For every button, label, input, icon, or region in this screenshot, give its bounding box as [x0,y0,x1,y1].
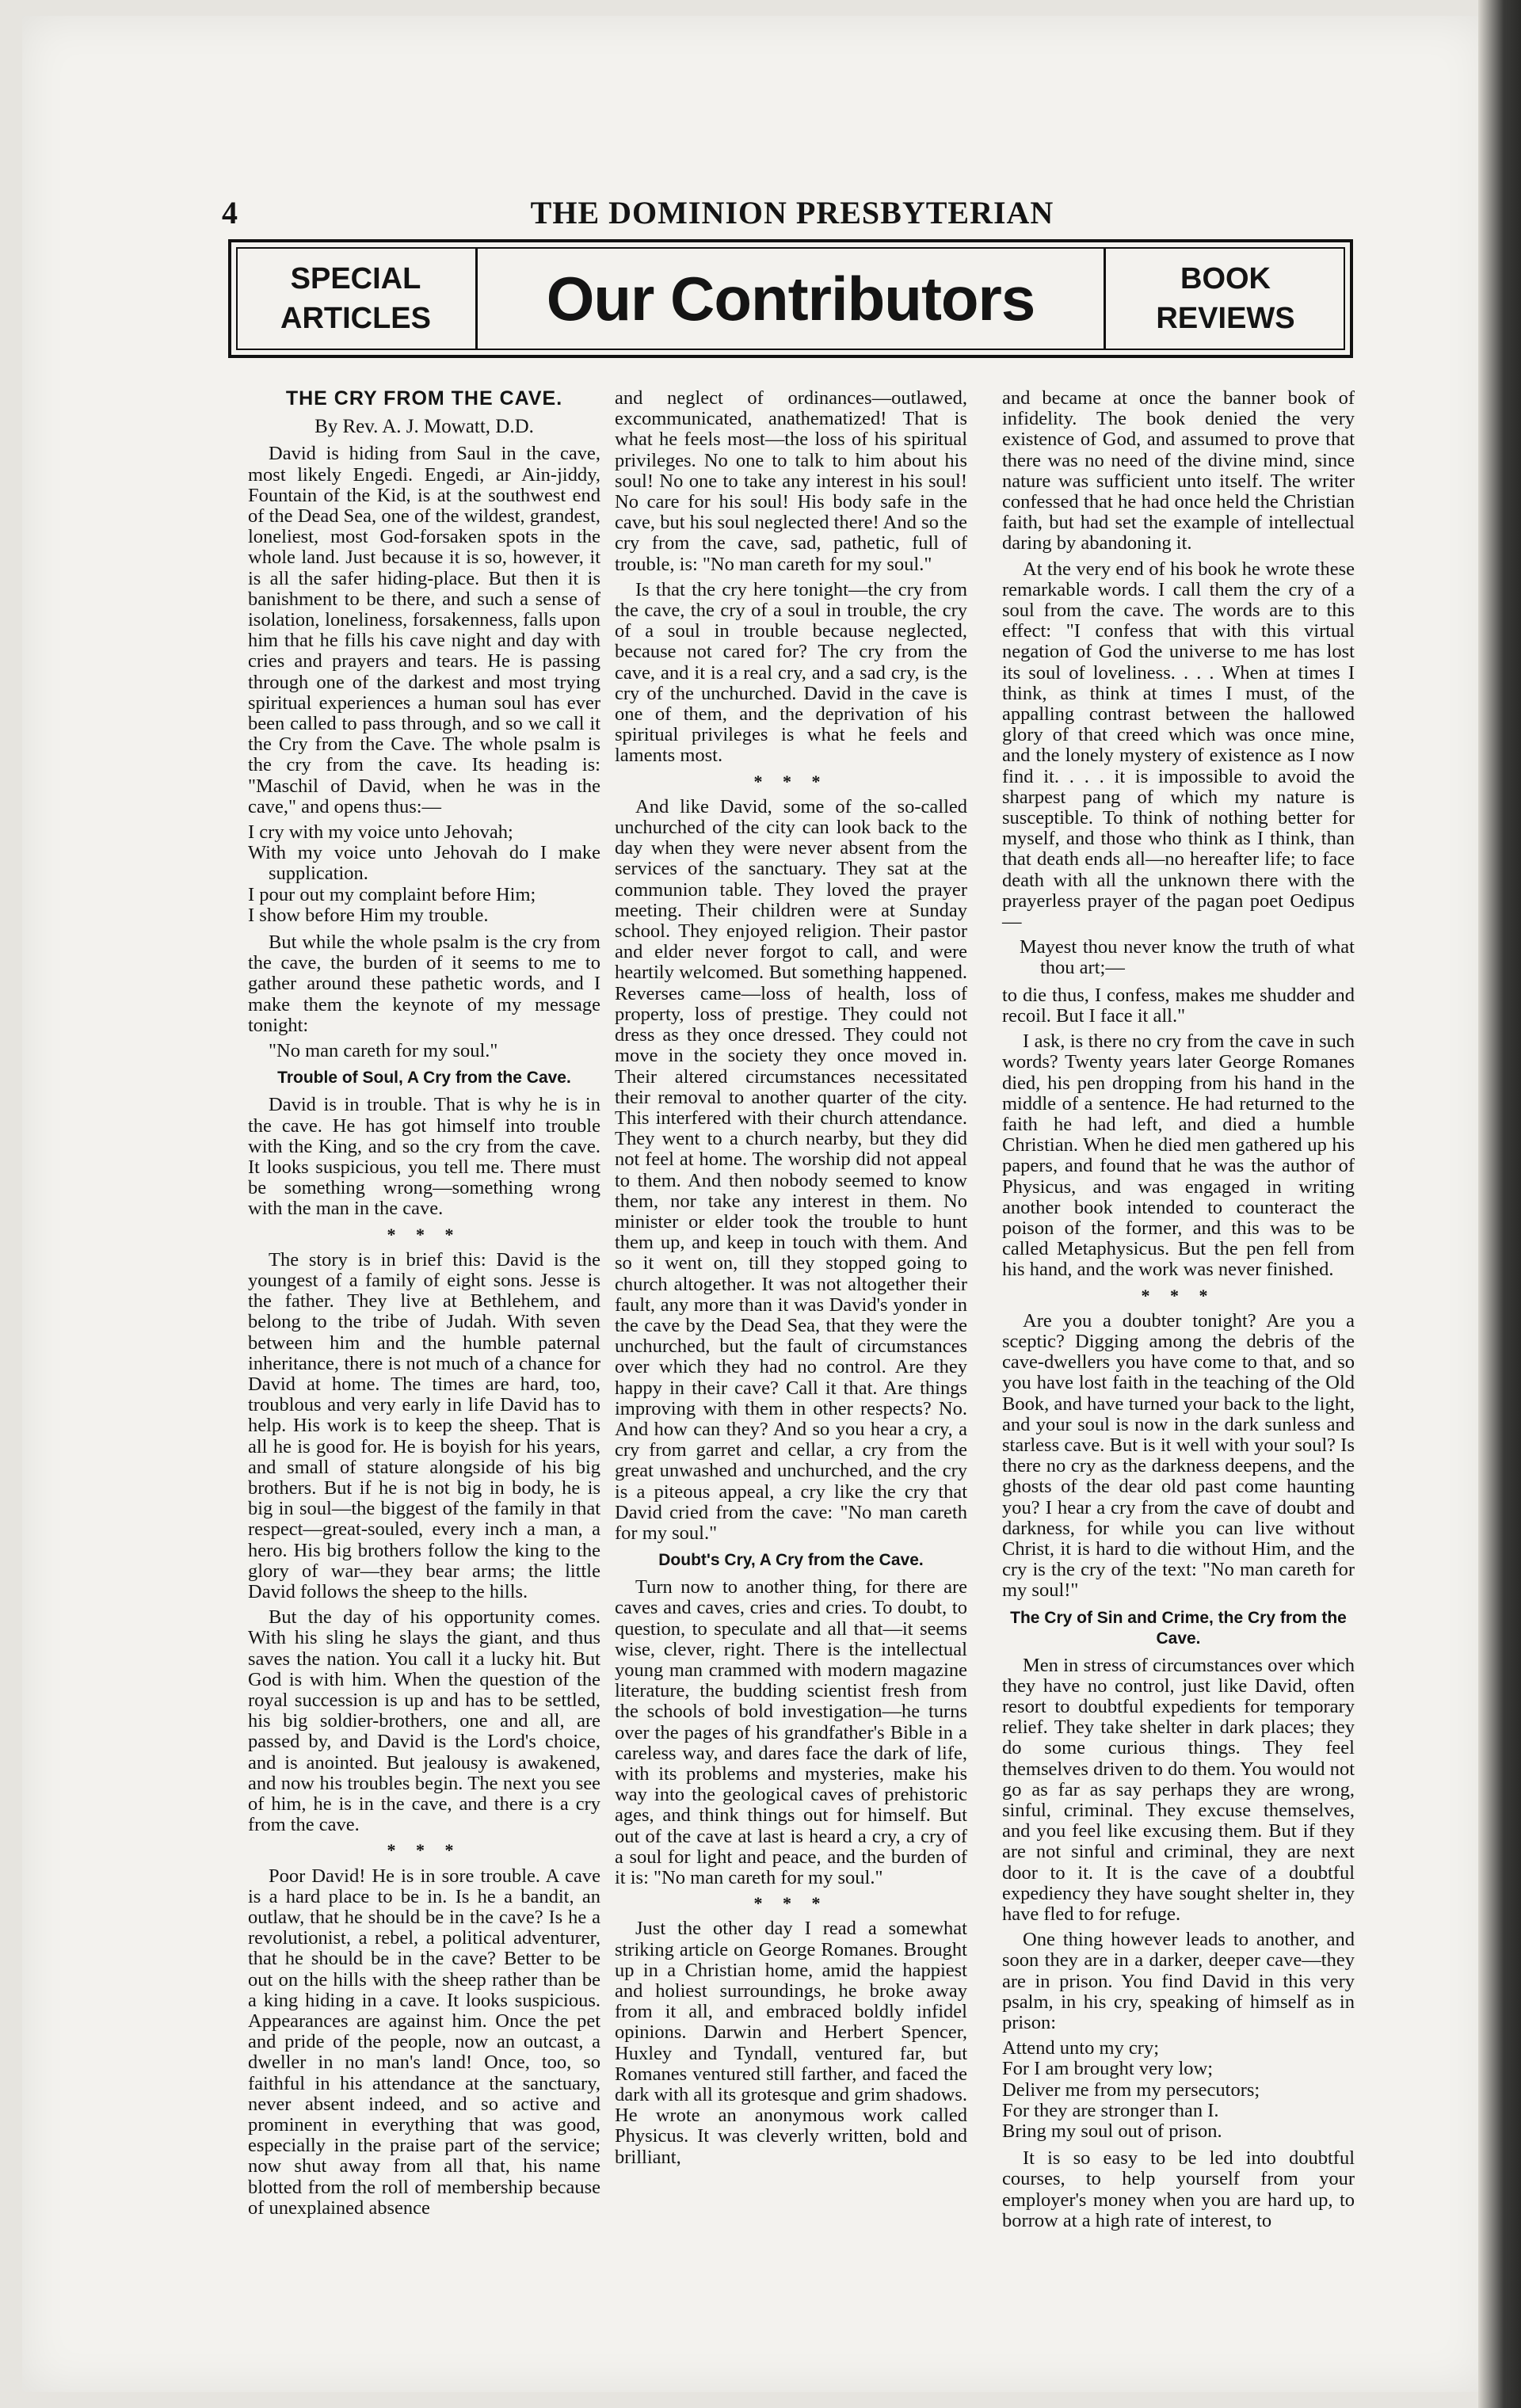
verse-line: With my voice unto Jehovah do I make supplication. [248,842,600,885]
verse-line: For I am brought very low; [1002,2058,1214,2080]
paragraph: And like David, some of the so-called unchurched of the city can look back to the day when they were never absent from the services of the sanctuary. They sat at the communion table. They loved the prayer meeting. Their children were at Sunday school. They enjoyed religion. Their pastor and elder never forgot to call, and were heartily welcomed. But something happened. Reverses came—loss of health, loss of property, loss of prestige. They could not dress as they once dressed. They could not move in the society they once moved in. Their altered circumstances necessitated their removal to another quarter of the city. This interfered with their church attendance. They went to a church nearby, but they did not feel at home. The worship did not appeal to them. And then nobody seemed to know them, nor take any interest in them. No minister or elder took the trouble to hunt them up, and keep in touch with them. And so it went on, till they stopped going to church altogether. It was not altogether their fault, any more than it was David's yonder in the cave by the Dead Sea, that they were the unchurched, but the fault of circumstances over which they had no control. Are they happy in their cave? Call it that. Are things improving with them in other respects? No. And how can they? And so you hear a cry, a cry from garret and cellar, a cry from the great unwashed and unchurched, and the cry is a piteous appeal, a cry like the cry that David cried from the cave: "No man careth for my soul." [615,795,967,1544]
verse-line: Mayest thou never know the truth of what thou art;— [1020,936,1355,979]
special-articles-label [236,247,478,350]
section-divider: * * * [387,1840,462,1861]
article-title: THE CRY FROM THE CAVE. [285,387,563,410]
running-head [222,194,1363,234]
paragraph: and neglect of ordinances—outlawed, excommunicated, anathematized! That is what he feels most—the loss of his spiritual privileges. No one to talk to him about his soul! No one to take any interest in his soul! No care for his soul! His body safe in the cave, but his soul neglected there! And so the cry from the cave, sad, pathetic, full of trouble, is: "No man careth for my soul." [615,387,967,575]
article-column-2 [615,388,967,2173]
paragraph: David is in trouble. That is why he is in the cave. He has got himself into trouble with the King, and so the cry from the cave. It looks suspicious, you tell me. There must be something wrong—something wrong with the man in the cave. [248,1094,600,1220]
paragraph: I ask, is there no cry from the cave in such words? Twenty years later George Romanes died, his pen dropping from his hand in the middle of a sentence. He had returned to the faith he had left, and died a humble Christian. When he died men gathered up his papers, and found that he was the author of Physicus, and was engaged in writing another book intended to counteract the poison of the former, and this was to be called Metaphysicus. But the pen fell from his hand, and the work was never finished. [1002,1031,1355,1281]
reviews-label: REVIEWS [1156,302,1295,335]
special-label: SPECIAL [290,262,421,295]
verse-line: For they are stronger than I. [1002,2099,1219,2121]
scan-edge [1478,0,1521,2408]
verse-line: Bring my soul out of prison. [1002,2120,1222,2143]
subheading: Trouble of Soul, A Cry from the Cave. [277,1069,571,1088]
paragraph: David is hiding from Saul in the cave, most likely Engedi. Engedi, ar Ain-jiddy, Fountain of the Kid, is at the southwest end of the Dead Sea, one of the wildest, grandest, loneliest, most God-forsaken spots in the whole land. Just because it is so, however, it is all the safer hiding-place. But then it is banishment to be there, and such a sense of isolation, loneliness, forsakenness, falls upon him that he fills his cave night and day with cries and prayers and tears. He is passing through one of the darkest and most trying spiritual experiences a human soul has ever been called to pass through, and so we call it the Cry from the Cave. The whole psalm is the cry from the cave. Its heading is: "Maschil of David, when he was in the cave," and opens thus:— [248,443,600,817]
subheading: The Cry of Sin and Crime, the Cry from the Cave. [1010,1608,1347,1648]
section-title: Our Contributors [546,263,1035,333]
section-divider: * * * [1141,1285,1216,1305]
paragraph: But the day of his opportunity comes. With his sling he slays the giant, and thus saves the nation. You call it a lucky hit. But God is with him. When the question of the royal succession is up and has to be settled, his big soldier-brothers, one and all, are passed by, and David is the Lord's choice, and is anointed. But jealousy is awakened, and now his troubles begin. The next you see of him, he is in the cave, and there is a cry from the cave. [248,1606,600,1836]
paragraph: to die thus, I confess, makes me shudder and recoil. But I face it all." [1002,984,1355,1027]
articles-label: ARTICLES [280,302,431,335]
paragraph: It is so easy to be led into doubtful courses, to help yourself from your employer's money when you are hard up, to borrow at a high rate of interest, to [1002,2147,1355,2231]
page-number: 4 [222,195,238,231]
section-masthead [228,239,1353,358]
paragraph: Poor David! He is in sore trouble. A cave is a hard place to be in. Is he a bandit, an outlaw, that he should be in the cave? Is he a revolutionist, a rebel, a political adventurer, that he should be in the cave? Better to be out on the hills with the sheep rather than be a king hiding in a cave. It looks suspicious. Appearances are against him. Once the pet and pride of the people, now an outcast, a dweller in no man's land! Once, too, so faithful in his attendance at the sanctuary, never absent indeed, and so active and prominent in everything that was good, especially in the praise part of the service; now shut away from all that, his name blotted from the roll of membership because of unexplained absence [248,1865,600,2219]
verse-line: I show before Him my trouble. [248,904,489,926]
paragraph: Turn now to another thing, for there are caves and caves, cries and cries. To doubt, to question, to speculate and all that—it seems wise, clever, right. There is the intellectual young man crammed with modern magazine literature, the budding scientist fresh from the schools of bold investigation—he turns over the pages of his grandfather's Bible in a careless way, and dares face the dark of life, with its problems and mysteries, make his way into the geological caves of prehistoric ages, and think things out for himself. But out of the cave at last is heard a cry, a cry of a soul for light and peace, and the burden of it is: "No man careth for my soul." [615,1576,967,1889]
book-reviews-label [1104,247,1345,350]
subheading: Doubt's Cry, A Cry from the Cave. [658,1551,924,1570]
verse-line: Attend unto my cry; [1002,2037,1160,2059]
verse-line: Deliver me from my persecutors; [1002,2078,1260,2101]
publication-title: THE DOMINION PRESBYTERIAN [530,195,1054,231]
paragraph: Are you a doubter tonight? Are you a sceptic? Digging among the debris of the cave-dwellers you have come to that, and so you have lost faith in the teaching of the Old Book, and have turned your back to the light, and your soul is now in the dark sunless and starless cave. But is it well with your soul? Is there no cry as the darkness deepens, and the ghosts of the dear old past come haunting you? I hear a cry from the cave of doubt and darkness, for while you can live without Christ, it is hard to die without Him, and the cry is the cry of the text: "No man careth for my soul!" [1002,1309,1355,1602]
paragraph: Men in stress of circumstances over which they have no control, just like David, often resort to doubtful expedients for temporary relief. They take shelter in dark places; they do some curious things. They feel themselves driven to do them. You would not go as far as say perhaps they are wrong, sinful, criminal. They excuse themselves, and you feel like excusing them. But if they are not sinful and criminal, they are next door to it. It is the cave of a doubtful expediency they have sought shelter in, they have fled to for refuge. [1002,1654,1355,1926]
paragraph: Is that the cry here tonight—the cry from the cave, the cry of a soul in trouble, the cry of a soul in trouble because neglected, because not cared for? The cry from the cave, and it is a real cry, and a sad cry, is the cry of the unchurched. David in the cave is one of them, and the deprivation of his spiritual privileges is what he feels and laments most. [615,578,967,767]
verse-line: I pour out my complaint before Him; [248,883,536,905]
article-column-3 [1002,388,1355,2236]
psalm-quote [248,822,600,926]
paragraph: The story is in brief this: David is the youngest of a family of eight sons. Jesse is the father. They live at Bethlehem, and belong to the tribe of Judah. With seven between him and the humble paternal inheritance, there is not much of a chance for David at home. The times are hard, too, troublous and very early in life David has to help. His work is to keep the sheep. That is all he is good for. He is boyish for his years, and small of stature alongside of his big brothers. But if he is not big in body, he is big in soul—the biggest of the family in that respect—great-souled, every inch a man, a hero. His big brothers follow the king to the glory of war—they bear arms; the little David follows the sheep to the hills. [248,1248,600,1602]
paragraph: At the very end of his book he wrote these remarkable words. I call them the cry of a soul from the cave. The words are to this effect: "I confess that with this virtual negation of God the universe to me has lost its soul of loveliness. . . . When at times I think, as think at times I must, of the appalling contrast between the hallowed glory of that creed which was once mine, and the lonely mystery of existence as I now find it. . . . it is impossible to avoid the sharpest pang of which my nature is susceptible. To think of nothing better for myself, and those who think as I think, than that death ends all—no hereafter life; to face death with all the unknown there with the prayerless prayer of the pagan poet Oedipus— [1002,558,1355,933]
article-column-1 [248,388,600,2223]
section-divider: * * * [753,1893,829,1914]
article-byline: By Rev. A. J. Mowatt, D.D. [314,416,534,438]
section-divider: * * * [387,1224,462,1244]
verse-line: I cry with my voice unto Jehovah; [248,821,513,844]
paragraph: and became at once the banner book of infidelity. The book denied the very existence of God, and assumed to prove that there was no need of the divine mind, since nature was sufficient unto itself. The writer confessed that he had once held the Christian faith, but had set the example of intellectual daring by abandoning it. [1002,387,1355,554]
book-label: BOOK [1180,262,1271,295]
psalm-quote [1002,2038,1355,2142]
paragraph: "No man careth for my soul." [269,1040,498,1062]
paragraph: Just the other day I read a somewhat striking article on George Romanes. Brought up in a Christian home, amid the happiest and holiest surroundings, he broke away from it all, and embraced boldly infidel opinions. Darwin and Herbert Spencer, Huxley and Tyndall, ventured far, but Romanes ventured still farther, and faced the dark with all its grotesque and grim shadows. He wrote an anonymous work called Physicus. It was cleverly written, bold and brilliant, [615,1918,968,2168]
paragraph: But while the whole psalm is the cry from the cave, the burden of it seems to me to gather around these pathetic words, and I make them the keynote of my message tonight: [248,932,600,1036]
paragraph: One thing however leads to another, and soon they are in a darker, deeper cave—they are in prison. You find David in this very psalm, in his cry, speaking of himself as in prison: [1002,1929,1355,2034]
section-divider: * * * [753,771,829,791]
oedipus-quote [1002,937,1355,978]
